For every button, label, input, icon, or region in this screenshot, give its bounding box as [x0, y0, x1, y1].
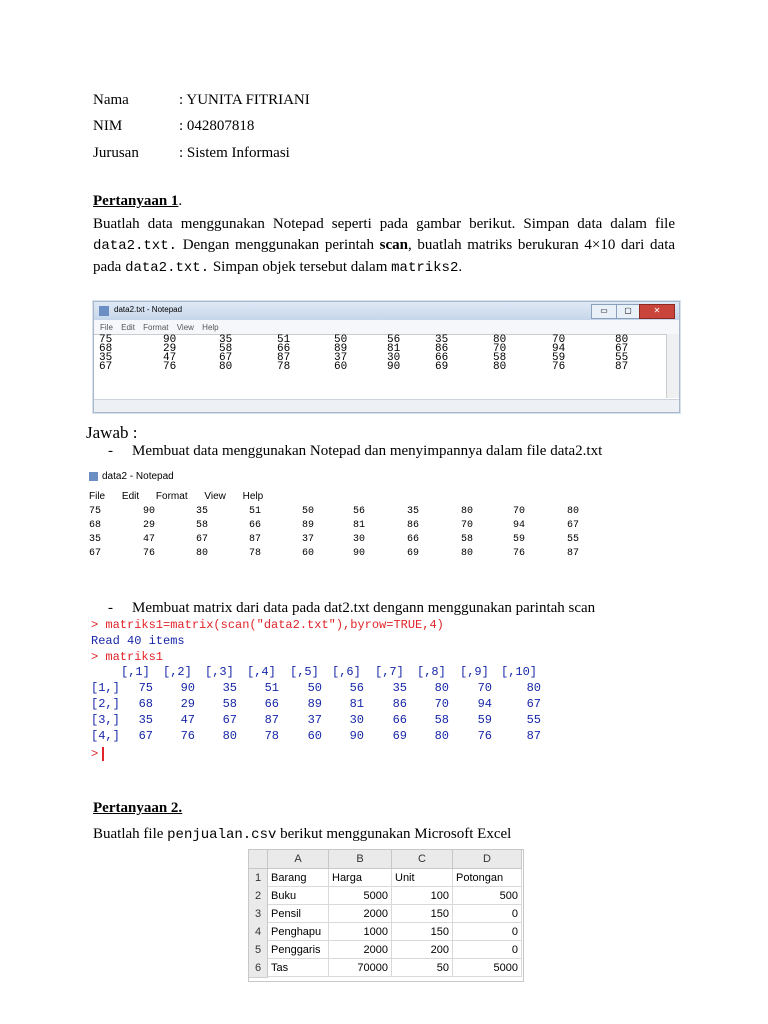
notepad-2-value: 69 — [407, 548, 420, 559]
r-column-header: [,8] — [417, 665, 446, 679]
text-cursor — [102, 747, 104, 761]
r-prompt-symbol: > — [91, 747, 99, 761]
notepad-1-value: 70 — [493, 343, 507, 355]
q1-file-1: data2.txt. — [93, 238, 178, 254]
excel-cell[interactable]: 5000 — [453, 959, 522, 977]
q1-text-3a: data pada — [93, 237, 676, 275]
r-matrix-value: 69 — [392, 729, 407, 743]
q2-text-2: berikut menggunakan Microsoft Excel — [276, 826, 512, 842]
notepad-1-value: 67 — [615, 343, 629, 355]
notepad-1-value: 55 — [615, 352, 629, 364]
notepad-2-value: 80 — [461, 506, 474, 517]
notepad-1-value: 66 — [277, 343, 291, 355]
r-matrix-value: 66 — [392, 713, 407, 727]
r-column-header: [,3] — [205, 665, 234, 679]
r-matrix-value: 58 — [222, 697, 237, 711]
r-matrix-value: 70 — [477, 681, 492, 695]
maximize-button[interactable]: ▢ — [616, 304, 640, 319]
r-matrix-value: 70 — [434, 697, 449, 711]
notepad-2-value: 75 — [89, 506, 102, 517]
q1-text-2b: , buatlah matriks berukuran 4×10 dari — [408, 237, 645, 253]
r-column-header: [,5] — [290, 665, 319, 679]
excel-cell[interactable]: 0 — [453, 905, 522, 923]
excel-cell[interactable]: 70000 — [329, 959, 392, 977]
excel-cell[interactable]: 100 — [392, 887, 453, 905]
notepad-2-value: 94 — [513, 520, 526, 531]
notepad-2-value: 90 — [143, 506, 156, 517]
notepad-2-value: 80 — [196, 548, 209, 559]
notepad-1-value: 51 — [277, 334, 291, 346]
r-matrix-value: 30 — [349, 713, 364, 727]
r-prompt[interactable] — [91, 746, 104, 762]
notepad-1-value: 35 — [219, 334, 233, 346]
excel-cell[interactable]: 0 — [453, 923, 522, 941]
r-command-1: > matriks1=matrix(scan("data2.txt"),byrow=TRUE,4) — [91, 618, 444, 632]
r-matrix-value: 55 — [526, 713, 541, 727]
notepad-1-value: 35 — [99, 352, 113, 364]
notepad-1-value: 35 — [435, 334, 449, 346]
menu-edit[interactable]: Edit — [121, 323, 135, 332]
q2-heading: Pertanyaan 2. — [93, 800, 183, 816]
r-matrix-value: 80 — [526, 681, 541, 695]
r-matrix-value: 66 — [264, 697, 279, 711]
notepad-1-text-area[interactable] — [94, 334, 679, 397]
q2-text-1: Buatlah file — [93, 826, 168, 842]
excel-cell[interactable]: Potongan — [453, 869, 522, 887]
notepad-2-value: 90 — [353, 548, 366, 559]
r-column-header: [,1] — [121, 665, 150, 679]
notepad-1-value: 59 — [552, 352, 566, 364]
excel-row-header[interactable]: 1 — [249, 869, 268, 888]
notepad-2-value: 30 — [353, 534, 366, 545]
jurusan-value: : Sistem Informasi — [179, 145, 290, 161]
menu-file[interactable]: File — [100, 323, 113, 332]
r-matrix-value: 60 — [307, 729, 322, 743]
notepad-2-value: 87 — [249, 534, 262, 545]
notepad-2-value: 56 — [353, 506, 366, 517]
notepad-1-scrollbar[interactable] — [666, 334, 679, 398]
notepad-1-title: data2.txt - Notepad — [114, 305, 183, 314]
nim-value: : 042807818 — [179, 118, 255, 134]
r-column-header: [,6] — [332, 665, 361, 679]
notepad-1-value: 58 — [493, 352, 507, 364]
notepad-1-titlebar — [94, 302, 679, 320]
notepad-icon — [89, 472, 98, 481]
r-matrix-value: 37 — [307, 713, 322, 727]
r-matrix-value: 94 — [477, 697, 492, 711]
menu-format[interactable]: Format — [143, 323, 169, 332]
excel-cell[interactable]: 2000 — [329, 905, 392, 923]
q1-paragraph — [93, 214, 675, 279]
q1-text-3b: Simpan objek tersebut dalam — [209, 259, 392, 275]
notepad-1-value: 90 — [163, 334, 177, 346]
r-matrix-value: 87 — [264, 713, 279, 727]
notepad-1-value: 87 — [277, 352, 291, 364]
q1-object-name: matriks2 — [391, 260, 459, 276]
q2-file-name: penjualan.csv — [167, 827, 277, 843]
r-matrix-value: 50 — [307, 681, 322, 695]
excel-cell[interactable]: Tas — [268, 959, 329, 977]
r-matrix-value: 81 — [349, 697, 364, 711]
notepad-1-value: 81 — [387, 343, 401, 355]
excel-cell[interactable]: 500 — [453, 887, 522, 905]
r-matrix-value: 90 — [180, 681, 195, 695]
r-column-header: [,10] — [501, 665, 538, 679]
r-column-header: [,7] — [375, 665, 404, 679]
notepad-2-value: 68 — [89, 520, 102, 531]
bullet-1-dash: - — [108, 443, 113, 459]
notepad-1-statusbar — [94, 399, 679, 412]
excel-column-header[interactable]: C — [392, 850, 453, 869]
notepad-1-value: 76 — [163, 361, 177, 373]
q1-file-2: data2.txt. — [125, 260, 210, 276]
jawab-label: Jawab : — [86, 423, 138, 442]
r-matrix-value: 58 — [434, 713, 449, 727]
excel-cell[interactable]: 2000 — [329, 941, 392, 959]
notepad-1-value: 75 — [99, 334, 113, 346]
notepad-2-menubar — [89, 487, 629, 505]
notepad-2-value: 67 — [567, 520, 580, 531]
notepad-1-value: 80 — [615, 334, 629, 346]
notepad-2-value: 66 — [249, 520, 262, 531]
q1-scan-keyword: scan — [379, 237, 408, 253]
notepad-1-value: 78 — [277, 361, 291, 373]
r-matrix-value: 80 — [434, 681, 449, 695]
nama-label: Nama — [93, 92, 129, 108]
nim-label: NIM — [93, 118, 123, 134]
r-matrix-value: 87 — [526, 729, 541, 743]
nama-value: : YUNITA FITRIANI — [179, 92, 310, 108]
excel-cell[interactable]: 150 — [392, 905, 453, 923]
notepad-2-value: 35 — [407, 506, 420, 517]
notepad-2-title: data2 - Notepad — [102, 471, 174, 482]
notepad-2-value: 70 — [513, 506, 526, 517]
q1-text-2a: Dengan menggunakan perintah — [177, 237, 380, 253]
notepad-2-value: 67 — [89, 548, 102, 559]
notepad-1-value: 87 — [615, 361, 629, 373]
excel-cell[interactable]: Penghapu — [268, 923, 329, 941]
bullet-2-dash: - — [108, 600, 113, 616]
notepad-1-value: 30 — [387, 352, 401, 364]
r-row-header: [3,] — [91, 713, 120, 727]
excel-cell[interactable]: Pensil — [268, 905, 329, 923]
notepad-1-value: 80 — [219, 361, 233, 373]
notepad-2-value: 47 — [143, 534, 156, 545]
menu-view[interactable]: View — [204, 491, 226, 502]
excel-column-header[interactable]: A — [268, 850, 329, 869]
notepad-2-titlebar — [89, 467, 629, 487]
q1-text-3c: . — [458, 259, 463, 275]
r-row-header: [1,] — [91, 681, 120, 695]
notepad-2-value: 76 — [513, 548, 526, 559]
notepad-window-1 — [93, 301, 680, 413]
excel-row-header[interactable]: 4 — [249, 923, 268, 942]
excel-cell[interactable]: 200 — [392, 941, 453, 959]
notepad-1-value: 67 — [99, 361, 113, 373]
r-matrix-value: 89 — [307, 697, 322, 711]
excel-row-header[interactable]: 6 — [249, 959, 268, 978]
notepad-1-value: 70 — [552, 334, 566, 346]
notepad-1-value: 68 — [99, 343, 113, 355]
bullet-2-text: Membuat matrix dari data pada dat2.txt dengann menggunakan parintah scan — [132, 600, 596, 616]
notepad-2-value: 89 — [302, 520, 315, 531]
excel-cell[interactable]: Harga — [329, 869, 392, 887]
notepad-1-menubar — [94, 320, 679, 334]
notepad-2-value: 81 — [353, 520, 366, 531]
notepad-2-value: 55 — [567, 534, 580, 545]
excel-cell[interactable]: Unit — [392, 869, 453, 887]
q1-heading-wrap — [93, 193, 182, 210]
notepad-2-value: 70 — [461, 520, 474, 531]
r-matrix-value: 80 — [222, 729, 237, 743]
notepad-1-value: 58 — [219, 343, 233, 355]
notepad-2-value: 78 — [249, 548, 262, 559]
r-matrix-value: 76 — [180, 729, 195, 743]
notepad-2-value: 60 — [302, 548, 315, 559]
notepad-2-value: 86 — [407, 520, 420, 531]
r-matrix-value: 68 — [138, 697, 153, 711]
notepad-1-value: 76 — [552, 361, 566, 373]
r-matrix-value: 29 — [180, 697, 195, 711]
r-column-header: [,9] — [460, 665, 489, 679]
excel-cell[interactable]: 50 — [392, 959, 453, 977]
notepad-icon — [99, 306, 109, 316]
menu-help[interactable]: Help — [202, 323, 219, 332]
notepad-1-value: 86 — [435, 343, 449, 355]
bullet-1-text: Membuat data menggunakan Notepad dan menyimpannya dalam file data2.txt — [132, 443, 603, 459]
r-matrix-value: 35 — [138, 713, 153, 727]
excel-row-header[interactable]: 3 — [249, 905, 268, 924]
menu-view[interactable]: View — [176, 323, 194, 332]
r-matrix-value: 75 — [138, 681, 153, 695]
r-matrix-value: 59 — [477, 713, 492, 727]
notepad-1-value: 50 — [334, 334, 348, 346]
r-matrix-value: 56 — [349, 681, 364, 695]
r-column-header: [,2] — [163, 665, 192, 679]
r-matrix-value: 90 — [349, 729, 364, 743]
notepad-2-value: 51 — [249, 506, 262, 517]
notepad-2-value: 67 — [196, 534, 209, 545]
notepad-2-value: 66 — [407, 534, 420, 545]
notepad-1-value: 60 — [334, 361, 348, 373]
notepad-2-value: 37 — [302, 534, 315, 545]
q1-heading: Pertanyaan 1 — [93, 193, 179, 209]
r-column-header: [,4] — [247, 665, 276, 679]
notepad-2-value: 50 — [302, 506, 315, 517]
r-matrix-value: 78 — [264, 729, 279, 743]
excel-column-header[interactable]: D — [453, 850, 522, 869]
r-matrix-value: 35 — [392, 681, 407, 695]
notepad-1-value: 89 — [334, 343, 348, 355]
r-matrix-value: 67 — [526, 697, 541, 711]
excel-cell[interactable]: Buku — [268, 887, 329, 905]
r-row-header: [2,] — [91, 697, 120, 711]
q1-text-1: Buatlah data menggunakan Notepad seperti pada gambar berikut. Simpan data dalam file — [93, 216, 675, 232]
menu-help[interactable]: Help — [242, 491, 264, 502]
notepad-2-value: 35 — [89, 534, 102, 545]
menu-format[interactable]: Format — [155, 491, 188, 502]
r-matrix-value: 35 — [222, 681, 237, 695]
notepad-2-value: 80 — [567, 506, 580, 517]
r-matrix-value: 51 — [264, 681, 279, 695]
r-matrix-value: 76 — [477, 729, 492, 743]
notepad-2-value: 58 — [196, 520, 209, 531]
r-matrix-value: 80 — [434, 729, 449, 743]
notepad-1-value: 47 — [163, 352, 177, 364]
menu-edit[interactable]: Edit — [121, 491, 140, 502]
close-button[interactable]: ✕ — [639, 304, 675, 319]
notepad-1-value: 94 — [552, 343, 566, 355]
excel-cell[interactable]: 5000 — [329, 887, 392, 905]
jurusan-label: Jurusan — [93, 145, 139, 161]
excel-cell[interactable]: Penggaris — [268, 941, 329, 959]
r-read-output: Read 40 items — [91, 634, 185, 648]
notepad-1-value: 29 — [163, 343, 177, 355]
notepad-2-value: 87 — [567, 548, 580, 559]
notepad-2-value: 35 — [196, 506, 209, 517]
notepad-1-value: 90 — [387, 361, 401, 373]
r-matrix-value: 67 — [222, 713, 237, 727]
notepad-1-value: 56 — [387, 334, 401, 346]
notepad-1-value: 80 — [493, 361, 507, 373]
r-matrix-value: 86 — [392, 697, 407, 711]
notepad-1-value: 69 — [435, 361, 449, 373]
q2-paragraph — [93, 826, 511, 843]
notepad-1-value: 66 — [435, 352, 449, 364]
excel-column-header[interactable]: B — [329, 850, 392, 869]
notepad-2-value: 59 — [513, 534, 526, 545]
excel-row-header[interactable]: 2 — [249, 887, 268, 906]
notepad-1-value: 80 — [493, 334, 507, 346]
excel-sheet — [248, 849, 524, 982]
notepad-2-value: 76 — [143, 548, 156, 559]
excel-cell[interactable]: 150 — [392, 923, 453, 941]
r-command-2: > matriks1 — [91, 650, 164, 664]
excel-corner[interactable] — [249, 850, 268, 869]
menu-file[interactable]: File — [89, 491, 106, 502]
q1-heading-dot: . — [178, 193, 183, 209]
excel-cell[interactable]: Barang — [268, 869, 329, 887]
r-matrix-value: 67 — [138, 729, 153, 743]
notepad-2-value: 58 — [461, 534, 474, 545]
r-matrix-value: 47 — [180, 713, 195, 727]
notepad-2-value: 80 — [461, 548, 474, 559]
notepad-2-text-area[interactable] — [89, 505, 629, 563]
notepad-2-value: 29 — [143, 520, 156, 531]
notepad-window-2 — [89, 467, 629, 561]
excel-row-header[interactable]: 5 — [249, 941, 268, 960]
excel-cell[interactable]: 1000 — [329, 923, 392, 941]
r-row-header: [4,] — [91, 729, 120, 743]
minimize-button[interactable]: ▭ — [591, 304, 617, 319]
notepad-1-value: 67 — [219, 352, 233, 364]
excel-cell[interactable]: 0 — [453, 941, 522, 959]
notepad-1-value: 37 — [334, 352, 348, 364]
